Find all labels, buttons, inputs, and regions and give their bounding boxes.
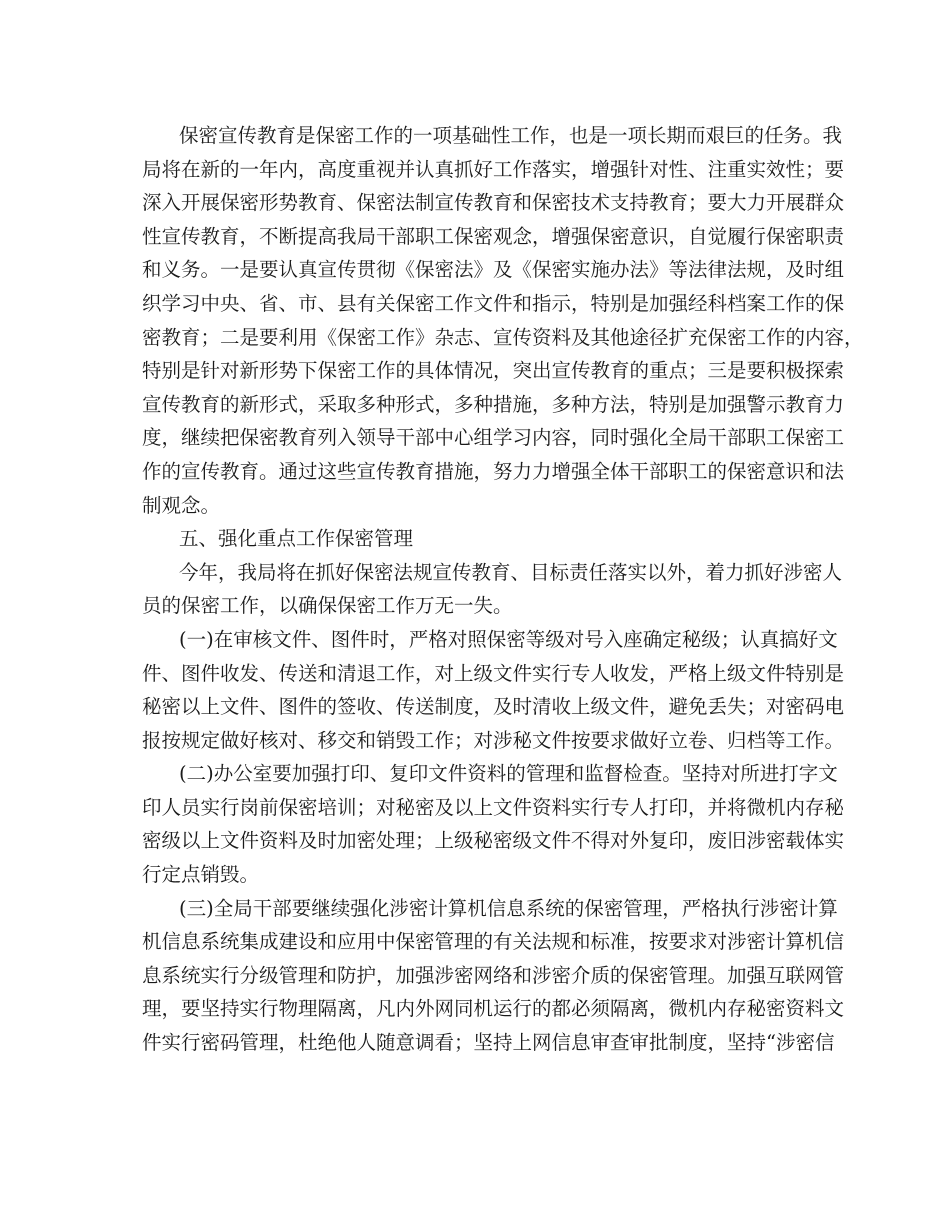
text-line: 员的保密工作，以确保保密工作万无一失。	[142, 594, 513, 618]
text-line: 织学习中央、省、市、县有关保密工作文件和指示，特别是加强经科档案工作的保	[142, 291, 845, 315]
text-line: (一)在审核文件、图件时，严格对照保密等级对号入座确定秘级；认真搞好文	[179, 627, 838, 651]
text-line: 件、图件收发、传送和清退工作，对上级文件实行专人收发，严格上级文件特别是	[142, 661, 845, 685]
text-line: 宣传教育的新形式，采取多种形式，多种措施，多种方法，特别是加强警示教育力	[142, 392, 845, 416]
text-line: 性宣传教育，不断提高我局干部职工保密观念，增强保密意识，自觉履行保密职责	[142, 224, 845, 248]
text-line: 密级以上文件资料及时加密处理；上级秘密级文件不得对外复印，废旧涉密载体实	[142, 829, 845, 853]
text-line: 报按规定做好核对、移交和销毁工作；对涉秘文件按要求做好立卷、归档等工作。	[142, 728, 845, 752]
text-line: 行定点销毁。	[142, 863, 260, 887]
text-line: 密教育；二是要利用《保密工作》杂志、宣传资料及其他途径扩充保密工作的内容，	[142, 325, 864, 349]
text-line: 理，要坚持实行物理隔离，凡内外网同机运行的都必须隔离，微机内存秘密资料文	[142, 997, 845, 1021]
text-line: 秘密以上文件、图件的签收、传送制度，及时清收上级文件，避免丢失；对密码电	[142, 695, 845, 719]
text-line: 保密宣传教育是保密工作的一项基础性工作，也是一项长期而艰巨的任务。我	[179, 124, 843, 147]
text-line: 度，继续把保密教育列入领导干部中心组学习内容，同时强化全局干部职工保密工	[142, 426, 845, 450]
document-body	[142, 119, 864, 1060]
text-line: 局将在新的一年内，高度重视并认真抓好工作落实，增强针对性、注重实效性；要	[142, 157, 845, 181]
text-line: 机信息系统集成建设和应用中保密管理的有关法规和标准，按要求对涉密计算机信	[142, 930, 845, 954]
text-line: 和义务。一是要认真宣传贯彻《保密法》及《保密实施办法》等法律法规，及时组	[142, 258, 845, 282]
text-line: (三)全局干部要继续强化涉密计算机信息系统的保密管理，严格执行涉密计算	[179, 896, 838, 920]
text-line: 制观念。	[142, 493, 221, 517]
text-line: 息系统实行分级管理和防护，加强涉密网络和涉密介质的保密管理。加强互联网管	[142, 963, 845, 987]
text-line: 今年，我局将在抓好保密法规宣传教育、目标责任落实以外，着力抓好涉密人	[179, 560, 843, 584]
text-line: 特别是针对新形势下保密工作的具体情况，突出宣传教育的重点；三是要积极探索	[142, 359, 845, 383]
text-line: 五、强化重点工作保密管理	[179, 527, 414, 551]
text-line: 深入开展保密形势教育、保密法制宣传教育和保密技术支持教育；要大力开展群众	[142, 191, 845, 215]
text-line: 作的宣传教育。通过这些宣传教育措施，努力力增强全体干部职工的保密意识和法	[142, 459, 845, 483]
text-line: 印人员实行岗前保密培训；对秘密及以上文件资料实行专人打印，并将微机内存秘	[142, 795, 845, 819]
text-line: (二)办公室要加强打印、复印文件资料的管理和监督检查。坚持对所进打字文	[179, 762, 838, 786]
text-line: 件实行密码管理，杜绝他人随意调看；坚持上网信息审查审批制度，坚持“涉密信	[142, 1031, 835, 1055]
